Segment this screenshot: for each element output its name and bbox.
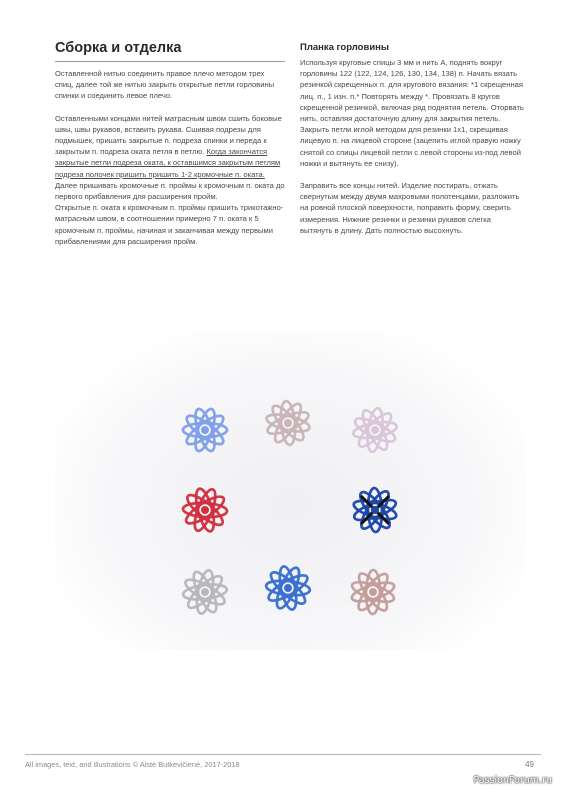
yarn-bow <box>183 487 228 533</box>
yarn-bow <box>265 400 311 445</box>
assembly-paragraph-3: Открытые п. оката к кромочным п. проймы пришить трикотажно-матрасным швом, в соотношении примерно 7 п. оката к 5 кромочным п. проймы, начиная и заканчивая между первыми прибавлениями для расширения пройм. <box>55 203 284 246</box>
yarn-bow <box>352 488 398 532</box>
right-column <box>300 40 525 236</box>
section-title-neckband: Планка горловины <box>300 42 390 53</box>
yarn-bow <box>183 407 227 453</box>
yarn-bow <box>352 407 398 453</box>
page-number: 49 <box>525 760 534 769</box>
assembly-paragraph-2-start: Оставленными концами нитей матрасным швом сшить боковые швы, швы рукавов, вставить рукава. Сшивая подрезы для подмышек, пришить закрытые п. подреза спинки и переда к закрытым п. подреза оката петля в петлю. <box>55 113 282 157</box>
assembly-paragraph-2-underlined: Когда закончатся закрытые петли подреза оката, к оставшимся закрытым петлям подреза полочек пришить пришить 1-2 кромочные п. оката. <box>55 147 281 179</box>
yarn-bows-illustration <box>55 330 525 650</box>
assembly-paragraph-2 <box>55 113 285 203</box>
section-title-assembly: Сборка и отделка <box>55 40 285 62</box>
footer-divider <box>25 754 541 755</box>
assembly-paragraph-2-end: Далее пришивать кромочные п. проймы к кромочным п. оката до первого прибавления для расширения пройм. <box>55 180 285 202</box>
neckband-paragraph-1: Используя круговые спицы 3 мм и нить А, поднять вокруг горловины 122 (122, 124, 126, 130, 134, 138) п. Начать вязать резинкой скрещенных п. для кругового вязания: *1 скрещенная лиц. п., 1 изн. п.* Повторять между *. Провязать 8 кругов скрещенной резинкой, включая ряд поднятия петель. Оторвать нить, оставляя достаточную длину для закрытия петель. Закрыть петли иглой методом для резинки 1х1, скрещивая лицевую п. на лицевой стороне (зацепить иглой правую ножку снятой со спицы лицевой петли с левой стороны из-под левой ножки и вытянуть ее снизу). <box>300 58 524 168</box>
site-watermark: PassionForum.ru <box>473 775 552 786</box>
neckband-paragraph-2: Заправить все концы нитей. Изделие постирать, отжать свернутым между двумя махровыми полотенцами, разложить на ровной плоской поверхности, поправить форму, сверить измерения. Нижние резинки и резинки рукавов слегка вытянуть в длину. Дать полностью высохнуть. <box>300 181 520 235</box>
assembly-paragraph-1: Оставленной нитью соединить правое плечо методом трех спиц, далее той же нитью закрыть открытые петли горловины спинки и соединить левое плечо. <box>55 69 275 101</box>
yarn-bow <box>182 569 227 615</box>
footer-copyright: All images, text, and illustrations © Aistė Butkevičienė, 2017-2018 <box>25 760 240 769</box>
yarn-bow <box>350 570 396 614</box>
left-column <box>55 40 285 247</box>
yarn-bow <box>265 565 310 611</box>
yarn-bows-photo <box>55 330 525 650</box>
